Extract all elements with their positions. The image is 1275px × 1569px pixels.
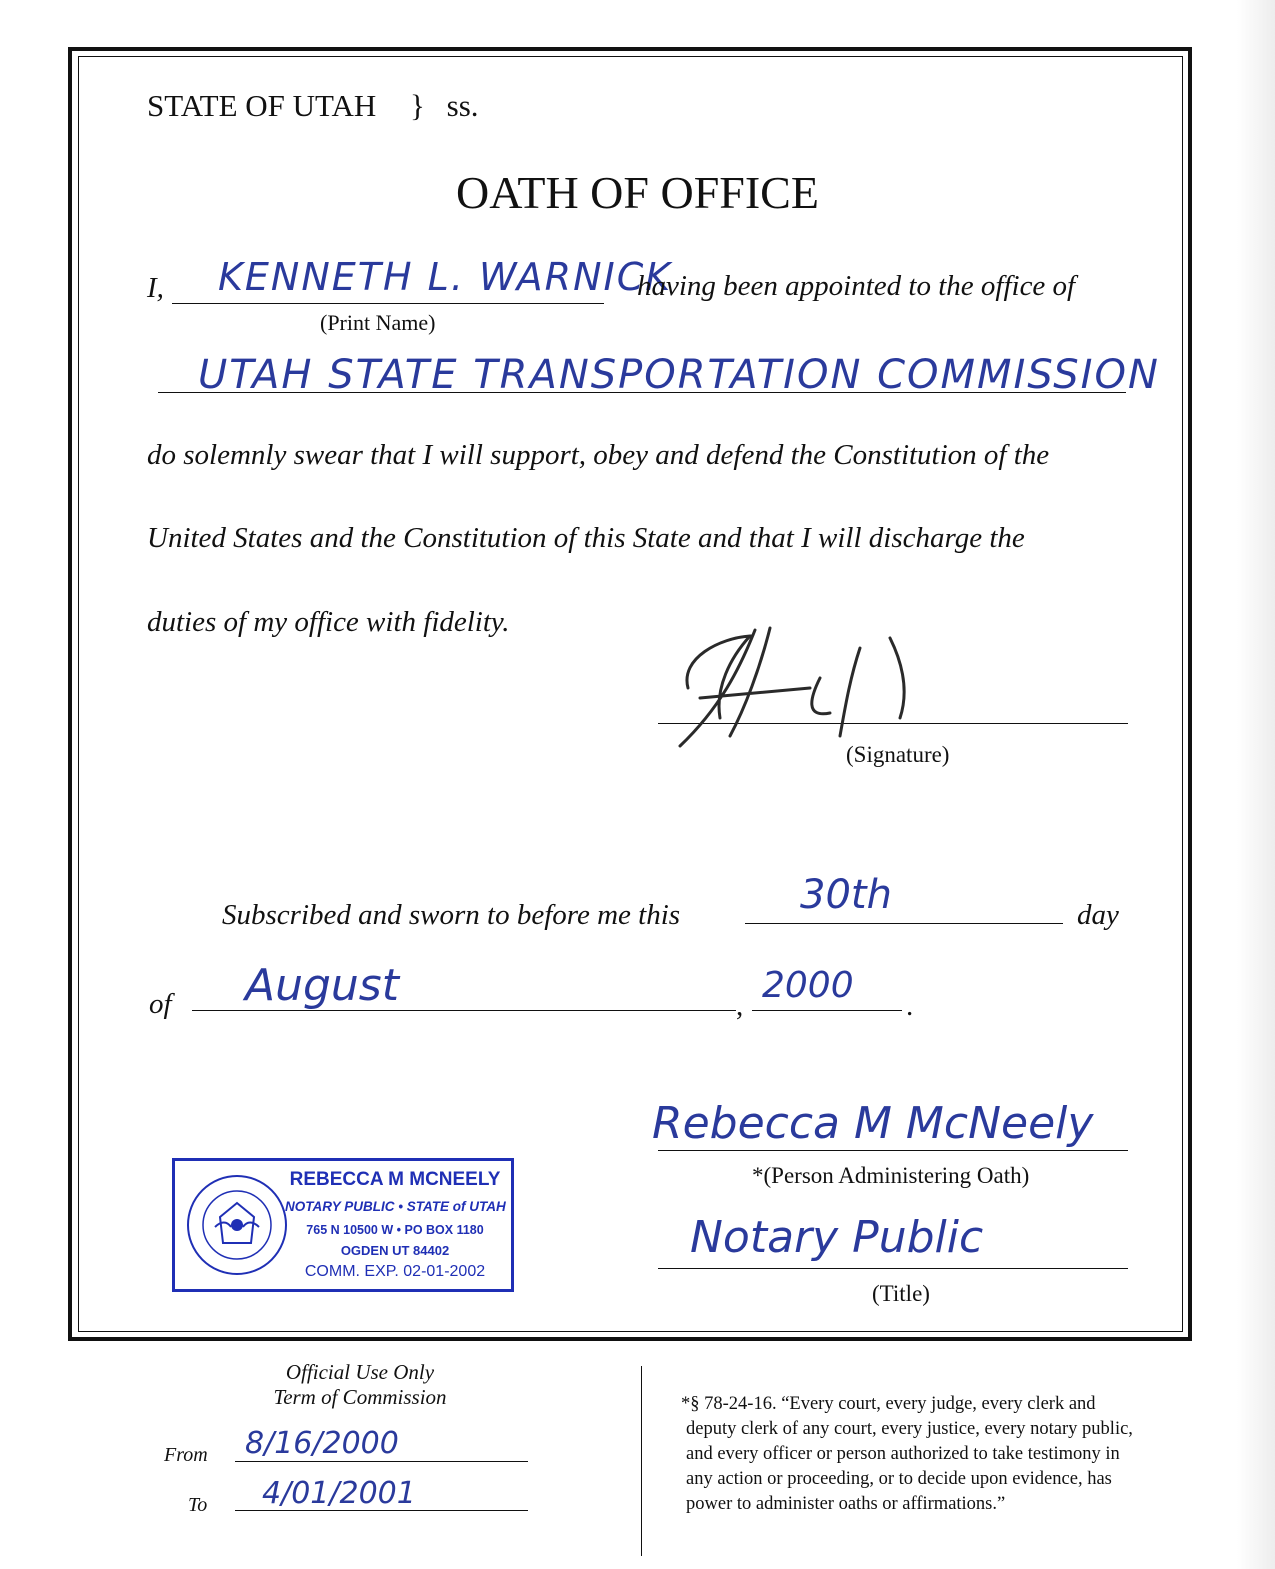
- official-use-title: Official Use Only: [285, 1360, 435, 1384]
- handwritten-day: 30th: [800, 872, 892, 918]
- ss-abbrev: ss.: [446, 88, 479, 123]
- handwritten-year: 2000: [762, 965, 854, 1006]
- title-line: [658, 1268, 1128, 1269]
- oath-body-line-1: do solemnly swear that I will support, obey and defend the Constitution of the: [147, 439, 1050, 471]
- name-line: [172, 303, 604, 304]
- footnote-line-4: any action or proceeding, or to decide upon evidence, has: [686, 1469, 1112, 1489]
- brace: }: [410, 88, 425, 123]
- stamp-name: REBECCA M MCNEELY: [289, 1169, 501, 1190]
- state-name: STATE OF UTAH: [147, 88, 377, 123]
- day-line: [745, 923, 1063, 924]
- state-heading: [147, 88, 479, 124]
- footnote-line-2: deputy clerk of any court, every justice, every notary public,: [686, 1419, 1133, 1439]
- footnote-line-1: *§ 78-24-16. “Every court, every judge, every clerk and: [681, 1394, 1096, 1414]
- page-title: OATH OF OFFICE: [456, 167, 819, 218]
- scan-edge: [1237, 0, 1275, 1569]
- signature-label: (Signature): [846, 742, 950, 767]
- official-use-subtitle: Term of Commission: [273, 1385, 447, 1409]
- oath-signature: [660, 618, 960, 758]
- appointed-text: having been appointed to the office of: [637, 270, 1076, 302]
- day-word: day: [1077, 899, 1119, 931]
- oath-body-line-2: United States and the Constitution of this State and that I will discharge the: [147, 522, 1025, 554]
- comma: ,: [736, 990, 744, 1022]
- footnote-line-5: power to administer oaths or affirmations.”: [686, 1494, 1006, 1514]
- handwritten-title: Notary Public: [690, 1212, 984, 1263]
- footer-divider: [641, 1366, 642, 1556]
- handwritten-name: KENNETH L. WARNICK: [218, 255, 673, 299]
- stamp-role: NOTARY PUBLIC • STATE of UTAH: [285, 1199, 506, 1214]
- notary-stamp: [172, 1158, 514, 1292]
- footnote-line-3: and every officer or person authorized to take testimony in: [686, 1444, 1120, 1464]
- pronoun-i: I,: [147, 272, 164, 304]
- from-date: 8/16/2000: [245, 1426, 399, 1461]
- from-line: [235, 1461, 528, 1462]
- period: .: [906, 990, 914, 1022]
- print-name-label: (Print Name): [320, 310, 436, 335]
- subscribed-text: Subscribed and sworn to before me this: [222, 899, 681, 931]
- administering-line: [658, 1150, 1128, 1151]
- state-seal-icon: [185, 1173, 289, 1277]
- to-label: To: [188, 1494, 208, 1516]
- from-label: From: [164, 1444, 208, 1466]
- handwritten-month: August: [245, 960, 399, 1011]
- title-label: (Title): [872, 1281, 930, 1306]
- to-date: 4/01/2001: [262, 1476, 416, 1511]
- handwritten-administrator: Rebecca M McNeely: [652, 1098, 1094, 1149]
- oath-body-line-3: duties of my office with fidelity.: [147, 606, 510, 638]
- stamp-address: 765 N 10500 W • PO BOX 1180: [306, 1223, 484, 1237]
- stamp-expiry: COMM. EXP. 02-01-2002: [304, 1263, 486, 1280]
- handwritten-office: UTAH STATE TRANSPORTATION COMMISSION: [198, 352, 1160, 398]
- stamp-city: OGDEN UT 84402: [340, 1243, 450, 1258]
- year-line: [752, 1010, 902, 1011]
- administering-label: *(Person Administering Oath): [752, 1163, 1030, 1188]
- of-word: of: [149, 988, 172, 1020]
